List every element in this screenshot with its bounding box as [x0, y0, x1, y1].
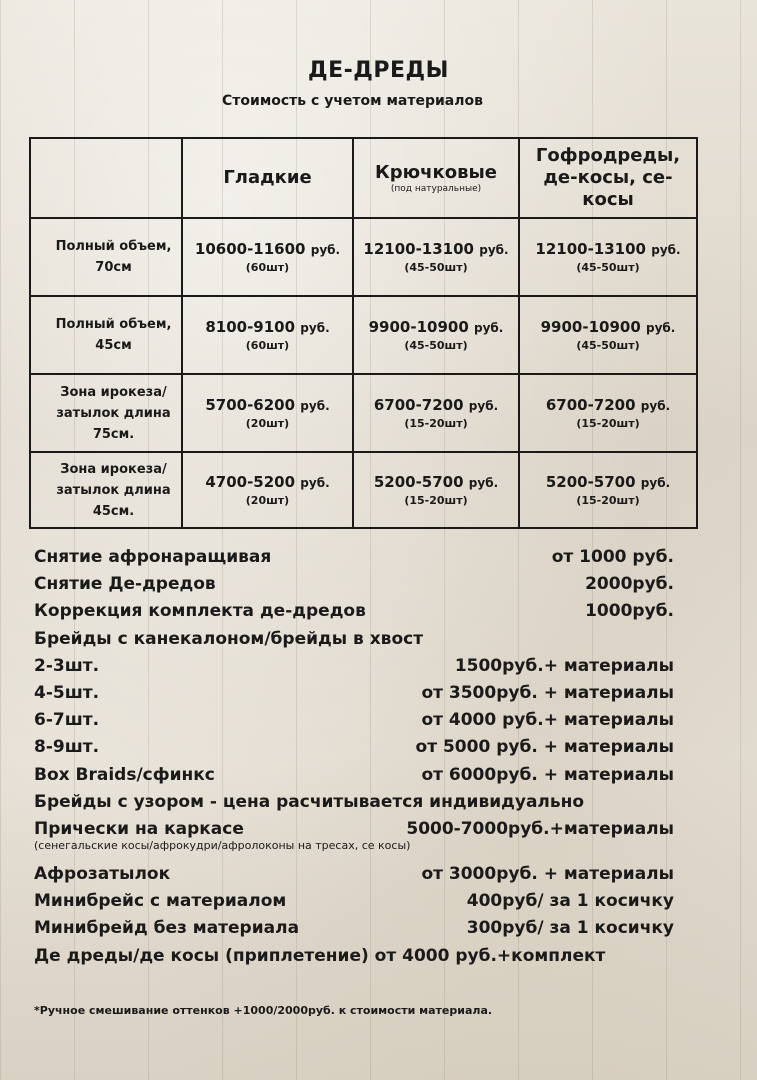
price-cell: 8100-9100 руб. (60шт) — [182, 296, 353, 374]
price-cell: 12100-13100 руб. (45-50шт) — [353, 218, 519, 296]
service-row: Снятие афронаращивая от 1000 руб. — [34, 547, 674, 567]
service-row: Снятие Де-дредов 2000руб. — [34, 574, 674, 595]
service-row: Box Braids/сфинкс от 6000руб. + материалы — [34, 764, 674, 785]
header-corrugated: Гофродреды, де-косы, се-косы — [519, 138, 697, 218]
table-row — [30, 296, 697, 374]
page-subtitle: Стоимость с учетом материалов — [222, 93, 483, 109]
table-header-row — [30, 138, 697, 218]
price-cell: 5700-6200 руб. (20шт) — [182, 374, 353, 452]
table-row — [30, 218, 697, 296]
price-cell: 9900-10900 руб. (45-50шт) — [519, 296, 697, 374]
table-row — [30, 452, 697, 528]
row-label: Зона ирокеза/ затылок длина 75см. — [30, 374, 182, 452]
services-note: (сенегальские косы/афрокудри/афролоконы на тресах, се косы) — [34, 839, 411, 853]
services-list — [34, 544, 674, 970]
service-row: Де дреды/де косы (приплетение) от 4000 руб.+комплект — [34, 945, 606, 966]
price-cell: 6700-7200 руб. (15-20шт) — [353, 374, 519, 452]
service-row: Минибрейд без материала 300руб/ за 1 косичку — [34, 918, 674, 939]
service-row: 6-7шт. от 4000 руб.+ материалы — [34, 710, 674, 731]
service-row: 2-3шт. 1500руб.+ материалы — [34, 655, 674, 676]
price-cell: 6700-7200 руб. (15-20шт) — [519, 374, 697, 452]
header-smooth: Гладкие — [182, 138, 353, 218]
header-crochet: Крючковые (под натуральные) — [353, 138, 519, 218]
service-row: 8-9шт. от 5000 руб. + материалы — [34, 737, 674, 758]
service-row: Брейды с узором - цена расчитывается индивидуально — [34, 791, 585, 812]
service-row: Прически на каркасе 5000-7000руб.+материалы — [34, 818, 674, 839]
service-row: Коррекция комплекта де-дредов 1000руб. — [34, 601, 674, 622]
price-cell: 12100-13100 руб. (45-50шт) — [519, 218, 697, 296]
page-title: ДЕ-ДРЕДЫ — [308, 58, 449, 83]
price-cell: 4700-5200 руб. (20шт) — [182, 452, 353, 528]
row-label: Зона ирокеза/ затылок длина 45см. — [30, 452, 182, 528]
price-cell: 9900-10900 руб. (45-50шт) — [353, 296, 519, 374]
row-label: Полный объем, 45см — [30, 296, 182, 374]
price-cell: 10600-11600 руб. (60шт) — [182, 218, 353, 296]
service-row: Минибрейс с материалом 400руб/ за 1 косичку — [34, 891, 674, 912]
row-label: Полный объем, 70см — [30, 218, 182, 296]
header-empty-cell — [30, 138, 182, 218]
price-cell: 5200-5700 руб. (15-20шт) — [519, 452, 697, 528]
price-cell: 5200-5700 руб. (15-20шт) — [353, 452, 519, 528]
price-table — [29, 137, 698, 529]
service-row: Брейды с канекалоном/брейды в хвост — [34, 628, 424, 649]
service-row: Афрозатылок от 3000руб. + материалы — [34, 864, 674, 885]
table-row — [30, 374, 697, 452]
header-crochet-note: (под натуральные) — [390, 184, 482, 194]
footnote: *Ручное смешивание оттенков +1000/2000руб. к стоимости материала. — [34, 1004, 493, 1017]
service-row: 4-5шт. от 3500руб. + материалы — [34, 682, 674, 703]
